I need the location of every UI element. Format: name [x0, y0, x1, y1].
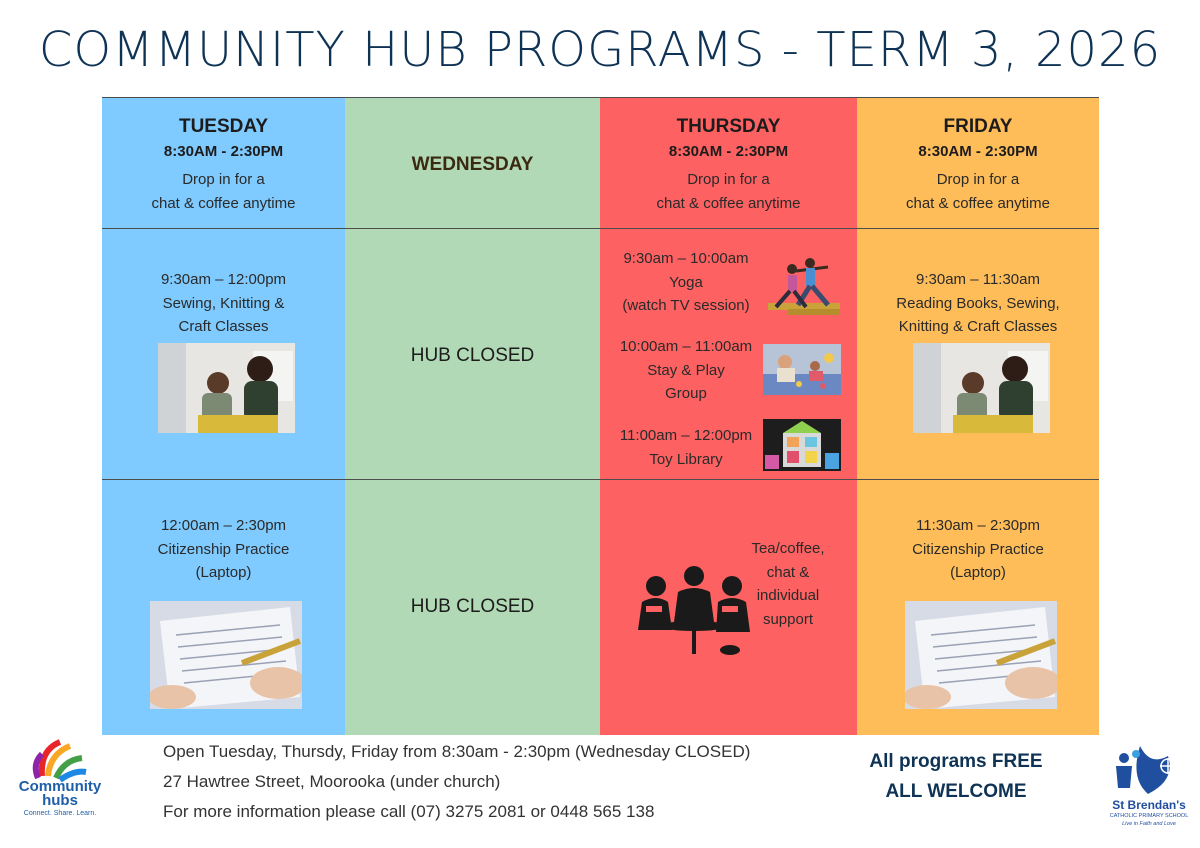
- drop-in-text: chat & coffee anytime: [906, 195, 1050, 212]
- friday-morning: [857, 228, 1099, 479]
- logo-name: Community: [18, 778, 102, 795]
- schedule-grid: [102, 97, 1099, 735]
- form-writing-photo: [150, 601, 302, 709]
- program-time: 9:30am – 12:00pm: [160, 271, 287, 288]
- community-hubs-logo-icon: [12, 736, 108, 782]
- tuesday-afternoon: [102, 479, 345, 735]
- program-title: (watch TV session): [622, 297, 750, 314]
- program-title: Craft Classes: [178, 318, 269, 335]
- program-time: 11:00am – 12:00pm: [619, 427, 753, 444]
- program-title: Yoga: [669, 273, 703, 291]
- hub-closed-text: HUB CLOSED: [410, 345, 535, 366]
- thursday-header: [600, 97, 857, 228]
- stay-play-photo: [763, 344, 841, 395]
- program-title: Tea/coffee,: [751, 540, 825, 557]
- program-time: 10:00am – 11:00am: [619, 338, 753, 355]
- st-brendans-emblem-icon: [1106, 736, 1192, 798]
- hub-closed-text: HUB CLOSED: [410, 596, 535, 617]
- day-hours: 8:30AM - 2:30PM: [668, 143, 789, 160]
- program-title: Stay & Play: [647, 361, 725, 379]
- free-programs-text: All programs FREE: [869, 751, 1043, 772]
- logo-tagline: Connect. Share. Learn.: [23, 810, 97, 817]
- thursday-afternoon: [600, 479, 857, 735]
- program-title: Reading Books, Sewing,: [896, 294, 1060, 312]
- program-time: 9:30am – 11:30am: [916, 271, 1040, 288]
- all-welcome-text: ALL WELCOME: [885, 781, 1027, 802]
- drop-in-text: Drop in for a: [936, 171, 1020, 188]
- program-time: 12:00am – 2:30pm: [160, 517, 287, 534]
- program-title: Sewing, Knitting &: [162, 294, 285, 312]
- st-brendans-logo: [1106, 736, 1192, 836]
- drop-in-text: chat & coffee anytime: [656, 195, 801, 212]
- thursday-morning: [600, 228, 857, 479]
- wednesday-morning: [345, 228, 600, 479]
- day-name: FRIDAY: [943, 116, 1013, 137]
- program-title: chat &: [766, 563, 810, 581]
- program-title: Knitting & Craft Classes: [898, 318, 1058, 335]
- drop-in-text: chat & coffee anytime: [151, 195, 296, 212]
- tuesday-morning: [102, 228, 345, 479]
- friday-header: [857, 97, 1099, 228]
- friday-afternoon: [857, 479, 1099, 735]
- sewing-photo: [913, 343, 1050, 433]
- program-title: (Laptop): [195, 564, 252, 581]
- contact-text: For more information please call (07) 3275 2081 or 0448 565 138: [163, 802, 655, 821]
- drop-in-text: Drop in for a: [687, 171, 770, 188]
- program-time: 11:30am – 2:30pm: [916, 517, 1040, 534]
- toy-library-photo: [763, 419, 841, 471]
- community-hubs-logo: [12, 736, 108, 826]
- program-title: individual: [756, 587, 820, 604]
- tuesday-header: [102, 97, 345, 228]
- program-title: Citizenship Practice: [912, 540, 1044, 558]
- wednesday-afternoon: [345, 479, 600, 735]
- logo-motto: Live in Faith and Love: [1122, 821, 1176, 827]
- logo-subtitle: CATHOLIC PRIMARY SCHOOL: [1109, 813, 1189, 819]
- sewing-photo: [158, 343, 295, 433]
- logo-name: St Brendan's: [1112, 798, 1186, 812]
- program-title: support: [762, 610, 814, 628]
- form-writing-photo: [905, 601, 1057, 709]
- program-title: (Laptop): [950, 564, 1006, 581]
- drop-in-text: Drop in for a: [182, 171, 265, 188]
- program-title: Citizenship Practice: [157, 540, 290, 558]
- program-title: Toy Library: [649, 450, 723, 468]
- yoga-icon: [766, 253, 842, 317]
- day-name: TUESDAY: [178, 116, 269, 137]
- day-hours: 8:30AM - 2:30PM: [918, 143, 1038, 160]
- page-title: COMMUNITY HUB PROGRAMS - TERM 3, 2026: [38, 22, 1162, 78]
- wednesday-header: [345, 97, 600, 228]
- opening-hours-text: Open Tuesday, Thursdy, Friday from 8:30am - 2:30pm (Wednesday CLOSED): [163, 742, 751, 761]
- day-name: THURSDAY: [676, 116, 781, 137]
- logo-name: hubs: [42, 792, 78, 809]
- address-text: 27 Hawtree Street, Moorooka (under church): [163, 772, 501, 791]
- program-time: 9:30am – 10:00am: [623, 250, 749, 267]
- program-title: Group: [665, 385, 707, 402]
- day-name: WEDNESDAY: [411, 154, 534, 175]
- day-hours: 8:30AM - 2:30PM: [163, 143, 284, 160]
